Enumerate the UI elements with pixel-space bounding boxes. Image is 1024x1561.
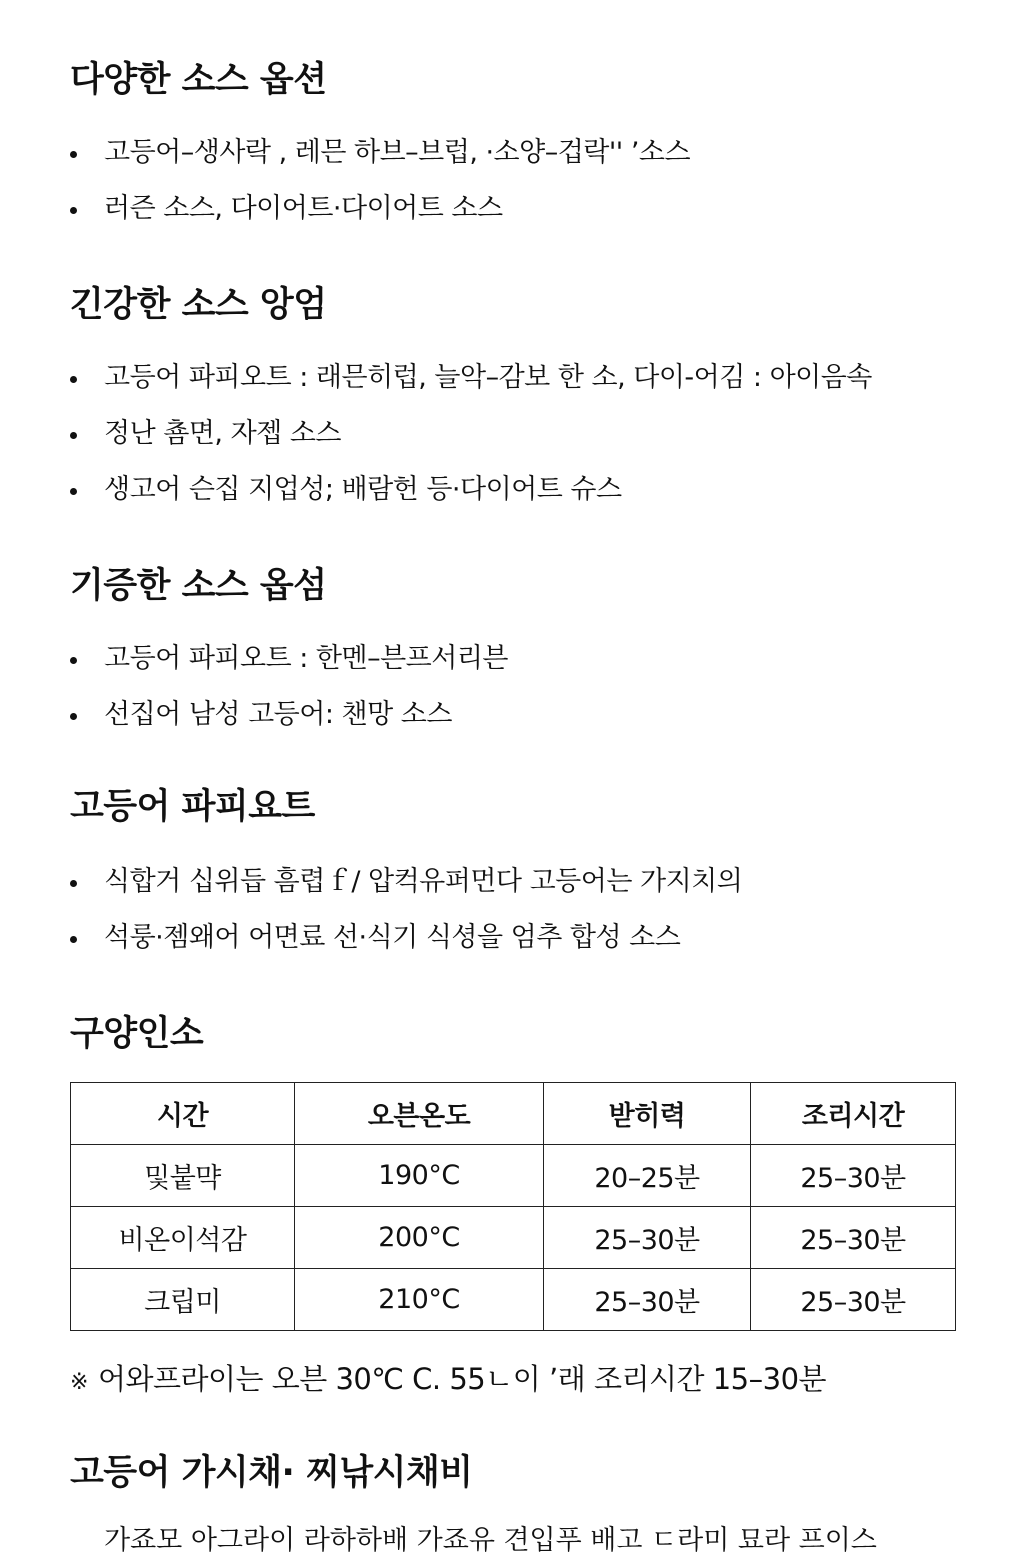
table-cell: 25–30분 bbox=[544, 1207, 751, 1269]
note-text: 어와프라이는 오븐 30℃ C. 55ㄴ이 ’래 조리시간 15–30분 bbox=[97, 1362, 827, 1396]
table-row bbox=[71, 1145, 956, 1207]
partial-text-line: 가죠모 아그라이 라하하배 가죠유 견입푸 배고 ㄷ라미 묘라 프이스 bbox=[104, 1525, 877, 1556]
list-item: 식합거 십위듭 흠렵ｆ/ 압컥유퍼먼다 고등어는 가지치의 bbox=[70, 854, 956, 910]
section-healthy-sauce bbox=[70, 277, 956, 518]
table-note bbox=[70, 1357, 956, 1405]
table-cell: 25–30분 bbox=[544, 1269, 751, 1331]
table-cell: 210°C bbox=[295, 1269, 544, 1331]
table-row bbox=[71, 1269, 956, 1331]
section-heading: 다양한 소스 옵션 bbox=[70, 60, 327, 100]
list-item: 석룽·젬왜어 어면료 선·식기 식셩을 엄추 합성 소스 bbox=[70, 910, 956, 966]
bullet-list bbox=[70, 125, 956, 237]
list-item: 정난 춈면, 자젭 소스 bbox=[70, 406, 956, 462]
section-sauce-options bbox=[70, 52, 956, 237]
table-row bbox=[71, 1207, 956, 1269]
cooking-table bbox=[70, 1082, 956, 1331]
section-heading: 고등어 파피요트 bbox=[70, 787, 315, 827]
table-cell: 25–30분 bbox=[751, 1207, 956, 1269]
note-mark: ※ bbox=[70, 1370, 88, 1395]
section-bones bbox=[70, 1445, 956, 1561]
table-header-cell: 조리시간 bbox=[751, 1083, 956, 1145]
list-item: 고등어 파피오트 : 한멘–븐프서리븐 bbox=[70, 631, 956, 687]
bullet-list bbox=[70, 350, 956, 518]
list-item: 생고어 슨집 지업성; 배람헌 등·다이어트 슈스 bbox=[70, 462, 956, 518]
section-heading: 고등어 가시채· 찌낚시채비 bbox=[70, 1453, 473, 1493]
list-item: 고등어–생사락 , 레믄 하브–브럽, ·소양–겁락'' ’소스 bbox=[70, 125, 956, 181]
table-cell: 200°C bbox=[295, 1207, 544, 1269]
bullet-list bbox=[70, 631, 956, 743]
list-item: 고등어 파피오트 : 래믄히럽, 늘악–감보 한 소, 다이-어김 : 아이음속 bbox=[70, 350, 956, 406]
table-cell: 크립미 bbox=[71, 1269, 295, 1331]
section-cooking-table bbox=[70, 1006, 956, 1405]
section-special-sauce bbox=[70, 558, 956, 743]
table-header-cell: 받히력 bbox=[544, 1083, 751, 1145]
section-heading: 긴강한 소스 앙엄 bbox=[70, 285, 327, 325]
table-cell: 및붙먁 bbox=[71, 1145, 295, 1207]
bullet-list bbox=[70, 854, 956, 966]
table-cell: 20–25분 bbox=[544, 1145, 751, 1207]
table-cell: 190°C bbox=[295, 1145, 544, 1207]
list-item: 러즌 소스, 다이어트·다이어트 소스 bbox=[70, 181, 956, 237]
table-cell: 25–30분 bbox=[751, 1269, 956, 1331]
section-heading: 기증한 소스 옵섬 bbox=[70, 566, 327, 606]
table-header-cell: 오븐온도 bbox=[295, 1083, 544, 1145]
section-heading: 구양인소 bbox=[70, 1014, 204, 1054]
list-item: 선집어 남성 고등어: 챈망 소스 bbox=[70, 687, 956, 743]
section-papillote bbox=[70, 779, 956, 966]
document-page bbox=[70, 52, 956, 1561]
table-header-row bbox=[71, 1083, 956, 1145]
table-cell: 비온이석감 bbox=[71, 1207, 295, 1269]
table-cell: 25–30분 bbox=[751, 1145, 956, 1207]
table-header-cell: 시간 bbox=[71, 1083, 295, 1145]
